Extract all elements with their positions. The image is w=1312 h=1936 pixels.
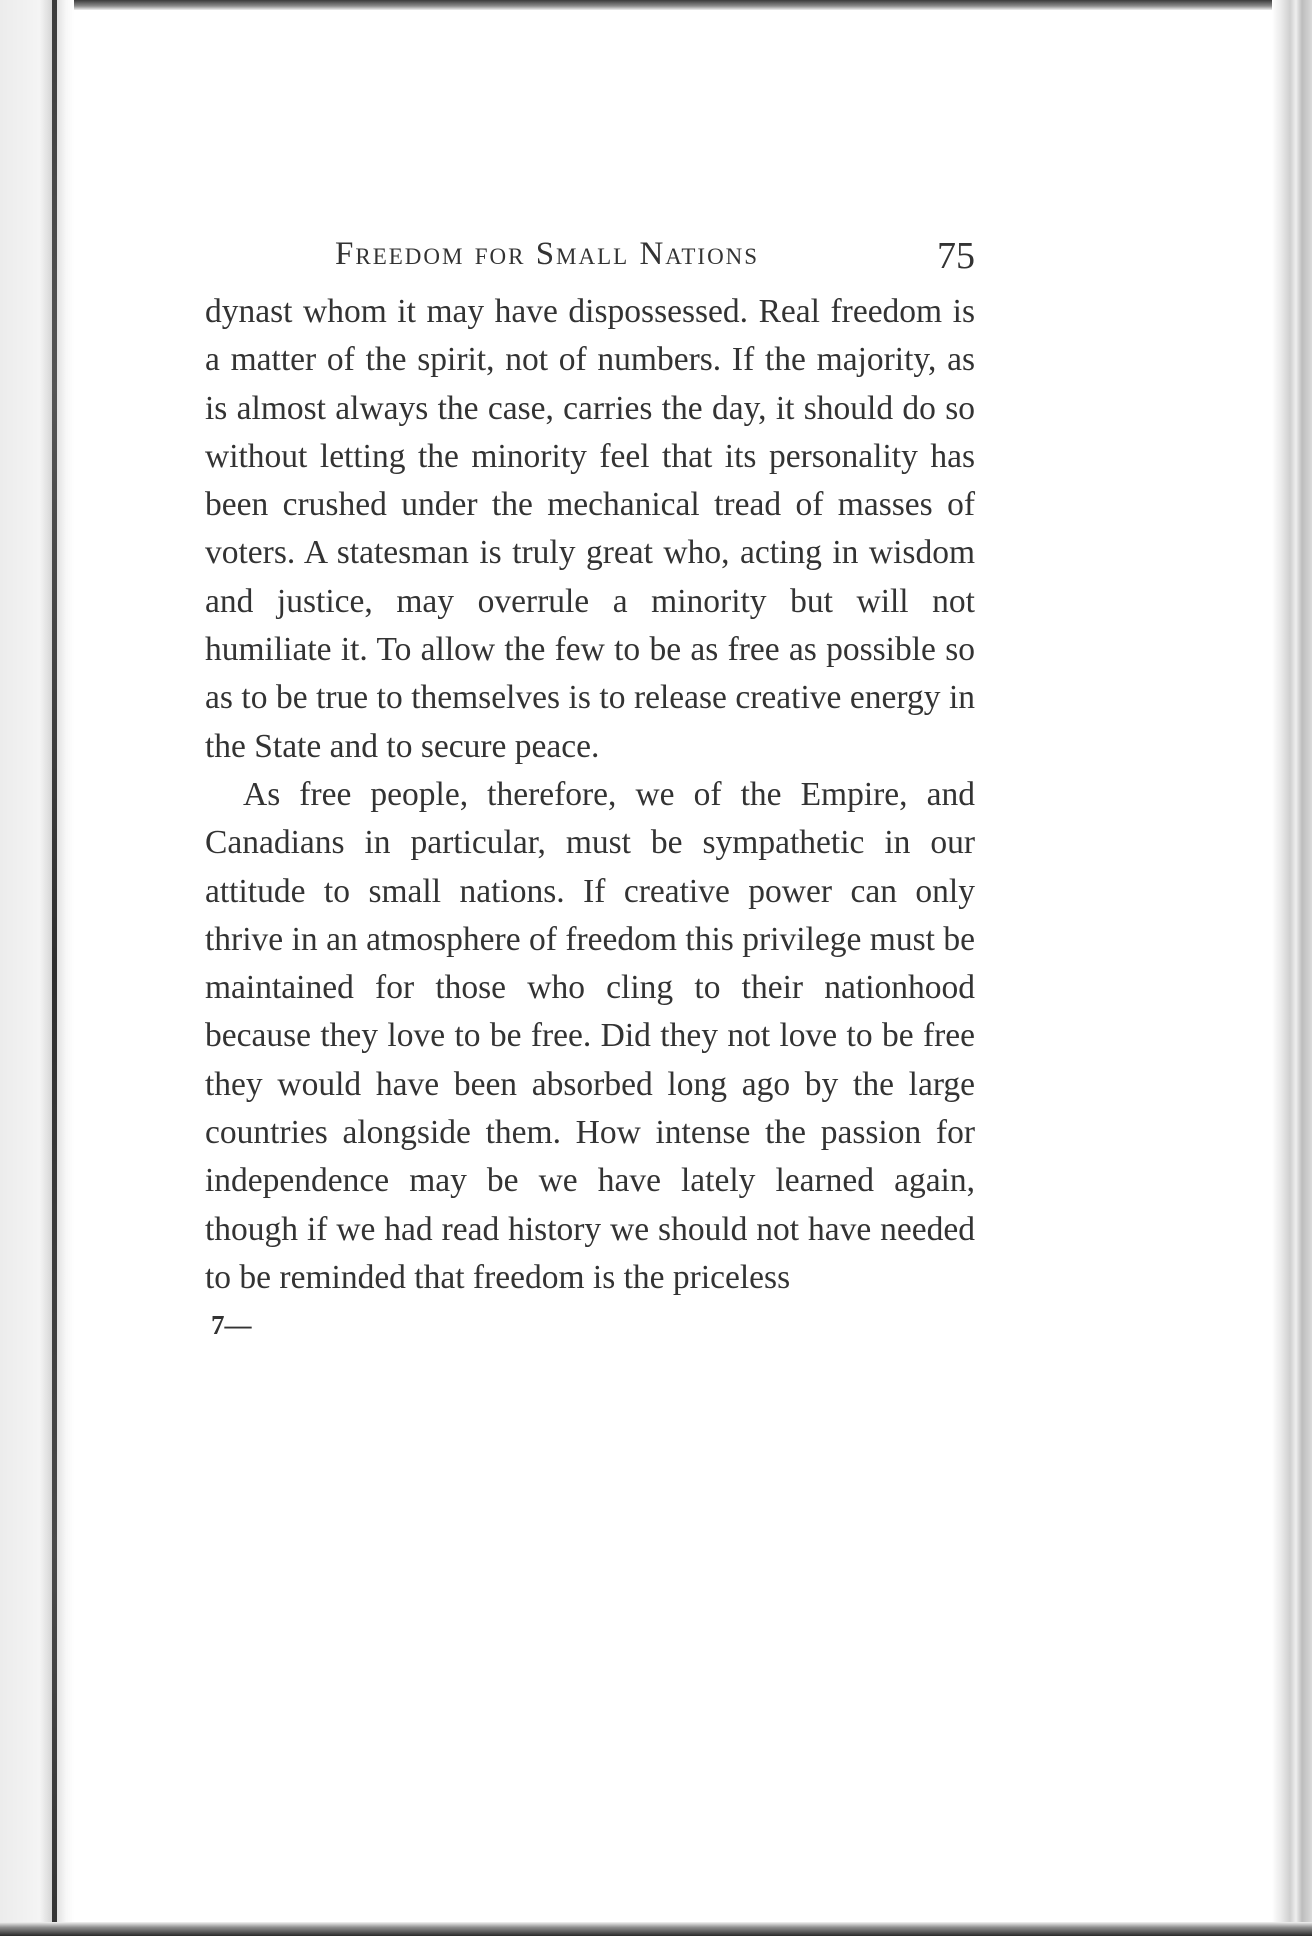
gutter-shadow-line bbox=[52, 0, 57, 1936]
page-fore-edge bbox=[1272, 0, 1312, 1936]
body-text bbox=[205, 288, 975, 1302]
page-number: 75 bbox=[937, 235, 975, 277]
running-title: Freedom for Small Nations bbox=[335, 236, 760, 272]
page-top-edge bbox=[0, 0, 1312, 10]
book-gutter bbox=[0, 0, 74, 1936]
page-bottom-edge bbox=[0, 1922, 1312, 1936]
running-head bbox=[205, 228, 975, 288]
signature-mark: 7— bbox=[211, 1310, 252, 1341]
paragraph-2: As free people, therefore, we of the Empire, and Canadians in particular, must be sympathetic in our attitude to small nations. If creative power can only thrive in an atmosphere of freedom this privilege must be maintained for those who cling to their nationhood because they love to be free. Did they not love to be free they would have been absorbed long ago by the large countries alongside them. How intense the passion for independence may be we have lately learned again, though if we had read history we should not have needed to be reminded that freedom is the priceless bbox=[205, 775, 975, 1296]
page-content bbox=[205, 228, 975, 1341]
paragraph-1: dynast whom it may have dispossessed. Real freedom is a matter of the spirit, not of numbers. If the majority, as is almost always the case, carries the day, it should do so without letting the minority feel that its personality has been crushed under the mechanical tread of masses of voters. A statesman is truly great who, acting in wisdom and justice, may overrule a minority but will not humiliate it. To allow the few to be as free as possible so as to be true to themselves is to release creative energy in the State and to secure peace. bbox=[205, 293, 975, 765]
